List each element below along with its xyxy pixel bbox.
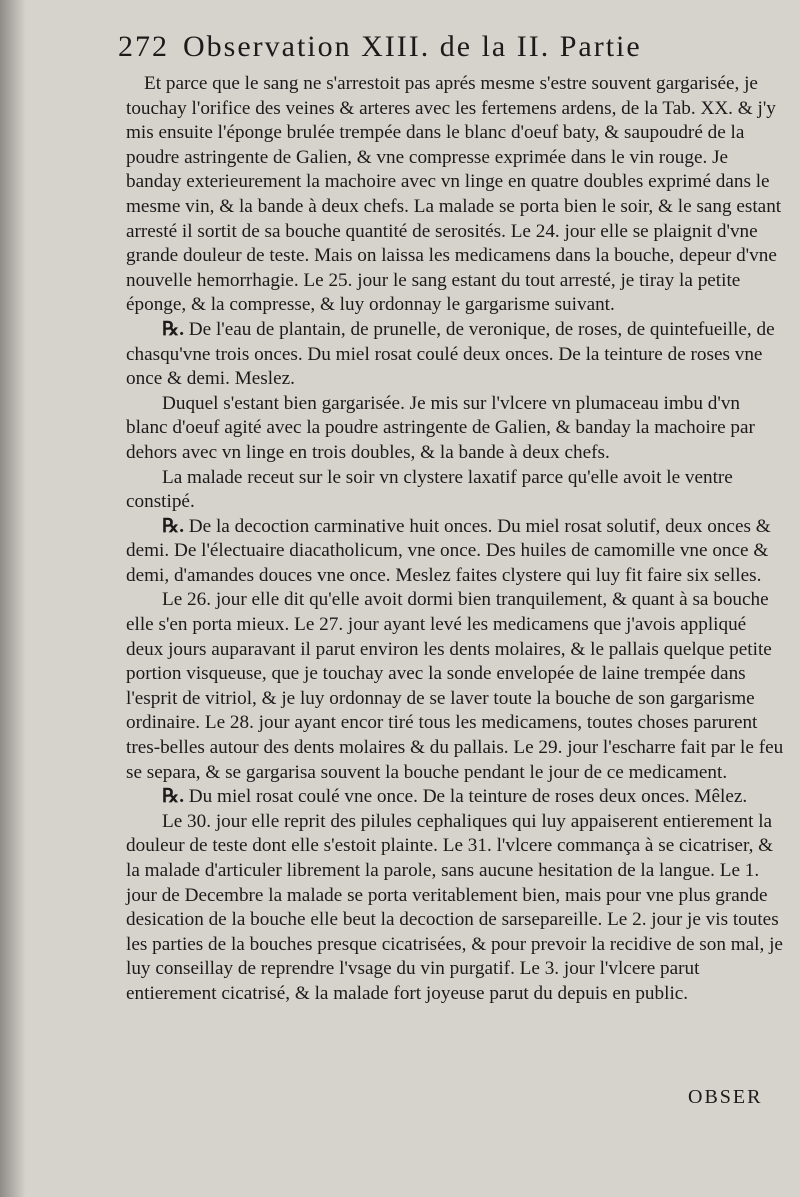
catchword: OBSER [688, 1086, 763, 1108]
prescription-paragraph: ℞. Du miel rosat coulé vne once. De la teinture de roses deux onces. Mêlez. [162, 786, 748, 808]
paragraph: Et parce que le sang ne s'arrestoit pas aprés mesme s'estre souvent gargarisée, je touchay l'orifice des veines & arteres avec les fertemens ardens, de la Tab. XX. & j'y mis ensuite l'éponge brulée trempée dans le blanc d'oeuf baty, & saupoudré de la poudre astringente de Galien, & vne compresse exprimée dans le vin rouge. Je banday exterieurement la machoire avec vn linge en quatre doubles exprimé dans le mesme vin, & la bande à deux chefs. La malade se porta bien le soir, & le sang estant arresté il sortit de sa bouche quantité de serosités. Le 24. jour elle se plaignit d'vne grande douleur de teste. Mais on laissa les medicamens dans la bouche, depeur d'vne nouvelle hemorrhagie. Le 25. jour le sang estant du tout arresté, je tiray la petite éponge, & la compresse, & luy ordonnay le gargarisme suivant. [126, 73, 782, 316]
paragraph: Le 26. jour elle dit qu'elle avoit dormi bien tranquilement, & quant à sa bouche elle s'en porta mieux. Le 27. jour ayant levé les medicamens que j'avois appliqué deux jours auparavant il parut environ les dents molaires, & le pallais quelque petite portion visqueuse, que je touchay avec la sonde envelopée de laine trempée dans l'esprit de vitriol, & je luy ordonnay de se laver toute la bouche de son gargarisme ordinaire. Le 28. jour ayant encor tiré tous les medicamens, toutes choses parurent tres-belles autour des dents molaires & du pallais. Le 29. jour l'escharre fait par le feu se separa, & se gargarisa souvent la bouche pendant le jour de ce medicament. [126, 589, 784, 783]
running-title: Observation XIII. de la II. Partie [183, 30, 642, 63]
paragraph: Duquel s'estant bien gargarisée. Je mis sur l'vlcere vn plumaceau imbu d'vn blanc d'oeuf agité avec la poudre astringente de Galien, & banday la machoire par dehors avec vn linge en trois doubles, & la bande à deux chefs. [126, 392, 755, 463]
prescription-paragraph: ℞. De l'eau de plantain, de prunelle, de veronique, de roses, de quintefueille, de chasqu'vne trois onces. Du miel rosat coulé deux onces. De la teinture de roses vne once & demi. Meslez. [126, 318, 775, 390]
page-number: 272 [118, 30, 169, 63]
page-body [126, 72, 786, 1007]
page-header [118, 30, 790, 74]
prescription-paragraph: ℞. De la decoction carminative huit onces. Du miel rosat solutif, deux onces & demi. De l'électuaire diacatholicum, vne once. Des huiles de camomille vne once & demi, d'amandes douces vne once. Meslez faites clystere qui luy fit faire six selles. [126, 515, 771, 586]
paragraph: Le 30. jour elle reprit des pilules cephaliques qui luy appaiserent entierement la douleur de teste dont elle s'estoit plainte. Le 31. l'vlcere commança à se cicatriser, & la malade d'articuler librement la parole, sans aucune hesitation de la langue. Le 1. jour de Decembre la malade se porta veritablement bien, mais pour vne plus grande desication de la bouche elle beut la decoction de sarsepareille. Le 2. jour je vis toutes les parties de la bouches presque cicatrisées, & pour prevoir la recidive de son mal, je luy conseillay de reprendre l'vsage du vin purgatif. Le 3. jour l'vlcere parut entierement cicatrisé, & la malade fort joyeuse parut du depuis en public. [126, 810, 783, 1004]
paragraph: La malade receut sur le soir vn clystere laxatif parce qu'elle avoit le ventre constipé. [126, 466, 733, 513]
